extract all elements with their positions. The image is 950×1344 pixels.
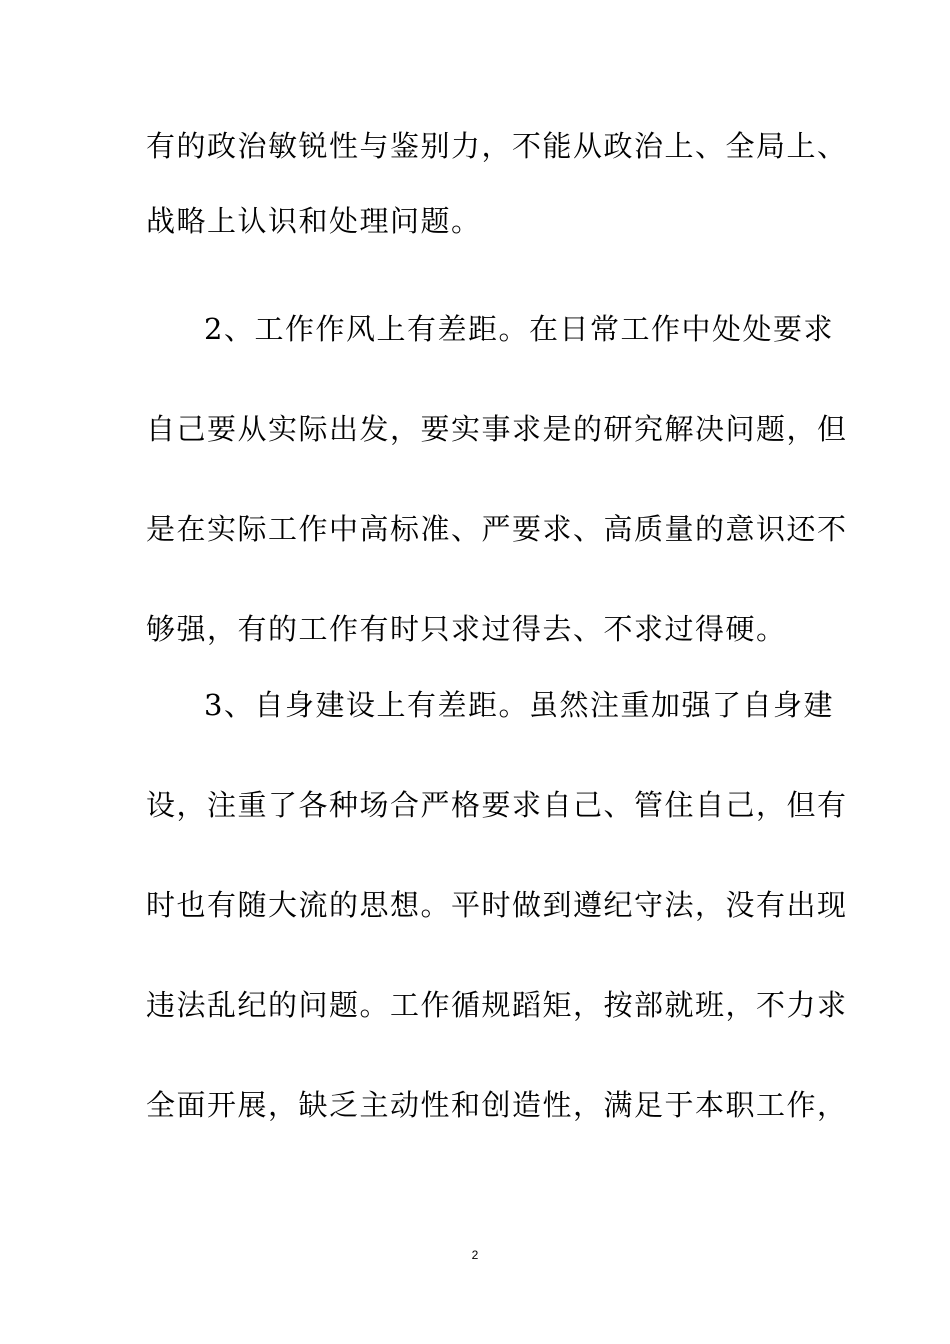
page-number: 2 (471, 1248, 479, 1262)
text-line: 时也有随大流的思想。平时做到遵纪守法，没有出现 (146, 888, 848, 922)
text-line: 够强，有的工作有时只求过得去、不求过得硬。 (146, 612, 787, 646)
text-line: 违法乱纪的问题。工作循规蹈矩，按部就班，不力求 (146, 988, 848, 1022)
text-line: 全面开展，缺乏主动性和创造性，满足于本职工作， (146, 1088, 848, 1122)
paragraph-start-line: 2、工作作风上有差距。在日常工作中处处要求 (204, 312, 834, 346)
text-line: 设，注重了各种场合严格要求自己、管住自己，但有 (146, 788, 848, 822)
text-line: 战略上认识和处理问题。 (146, 204, 482, 238)
text-line: 有的政治敏锐性与鉴别力，不能从政治上、全局上、 (146, 129, 848, 163)
text-line: 是在实际工作中高标准、严要求、高质量的意识还不 (146, 512, 848, 546)
paragraph-start-line: 3、自身建设上有差距。虽然注重加强了自身建 (204, 688, 834, 722)
text-line: 自己要从实际出发，要实事求是的研究解决问题，但 (146, 412, 848, 446)
